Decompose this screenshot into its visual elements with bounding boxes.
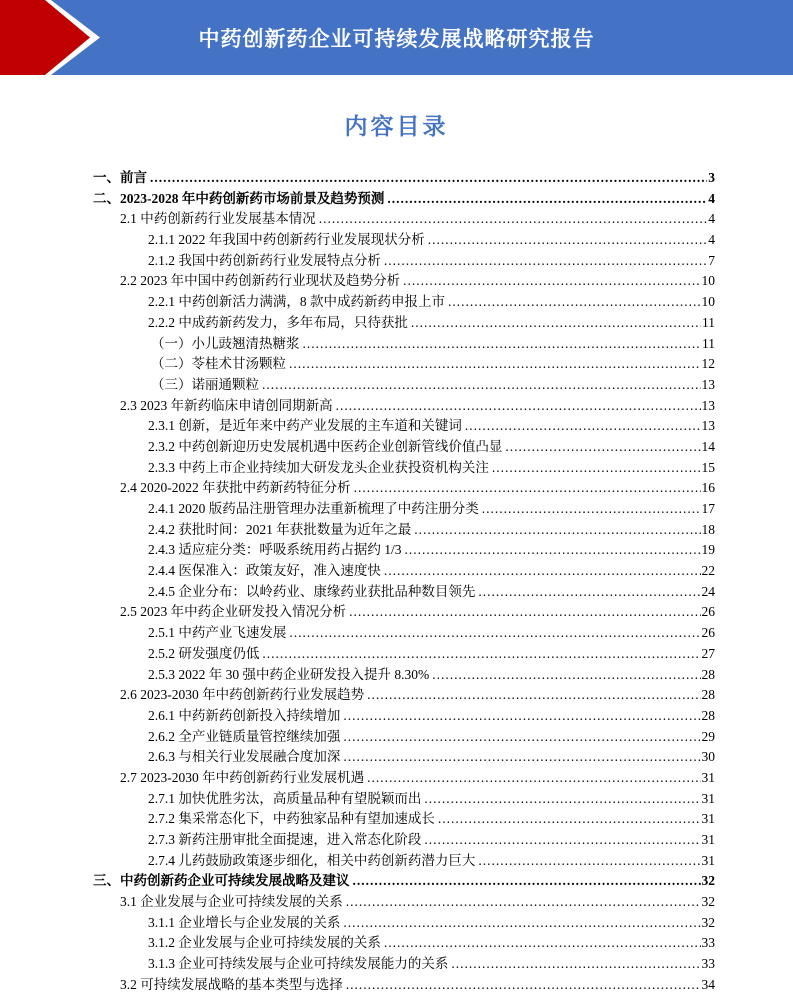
toc-entry[interactable] — [93, 499, 715, 520]
toc-leader-dots — [492, 458, 701, 479]
toc-page-number: 16 — [701, 480, 715, 496]
toc-page-number: 14 — [701, 438, 715, 454]
toc-page-number: 26 — [701, 604, 715, 620]
toc-page-number: 4 — [708, 211, 715, 227]
toc-leader-dots — [303, 334, 702, 355]
toc-entry[interactable] — [93, 313, 715, 334]
toc-entry[interactable] — [93, 375, 715, 396]
toc-entry-title: 2.3 2023 年新药临床申请创同期新高 — [120, 397, 333, 413]
toc-entry[interactable] — [93, 478, 715, 499]
toc-entry[interactable] — [93, 561, 715, 582]
toc-page-number: 4 — [708, 232, 715, 248]
toc-entry-title: 2.7.2 集采常态化下，中药独家品种有望加速成长 — [148, 811, 435, 827]
toc-page-number: 31 — [701, 790, 715, 806]
toc-entry-title: 2.6 2023-2030 年中药创新药行业发展趋势 — [120, 687, 365, 703]
toc-leader-dots — [387, 189, 707, 210]
toc-entry-title: 2.2 2023 年中国中药创新药行业现状及趋势分析 — [120, 273, 401, 289]
toc-leader-dots — [428, 230, 708, 251]
toc-entry[interactable] — [93, 706, 715, 727]
toc-page-number: 3 — [708, 170, 715, 185]
toc-leader-dots — [478, 582, 700, 603]
report-header — [0, 0, 793, 75]
toc-entry-title: 2.4.2 获批时间：2021 年获批数量为近年之最 — [148, 521, 412, 537]
toc-page-number: 11 — [702, 335, 715, 351]
toc-entry[interactable] — [93, 416, 715, 437]
toc-page-number: 10 — [701, 273, 715, 289]
toc-list — [93, 168, 715, 996]
toc-page-number: 28 — [701, 687, 715, 703]
toc-leader-dots — [262, 375, 701, 396]
toc-entry-title: 2.1.2 我国中药创新药行业发展特点分析 — [148, 252, 381, 268]
toc-page-number: 10 — [701, 294, 715, 310]
toc-leader-dots — [414, 520, 700, 541]
toc-page-number: 33 — [701, 956, 715, 972]
toc-leader-dots — [343, 747, 700, 768]
toc-page-number: 31 — [701, 811, 715, 827]
toc-entry-title: 2.3.3 中药上市企业持续加大研发龙头企业获投资机构关注 — [148, 459, 489, 475]
toc-leader-dots — [262, 644, 700, 665]
toc-leader-dots — [482, 499, 701, 520]
toc-entry-title: 2.7.1 加快优胜劣汰，高质量品种有望脱颖而出 — [148, 790, 422, 806]
toc-leader-dots — [448, 292, 701, 313]
toc-leader-dots — [367, 685, 700, 706]
toc-heading: 内容目录 — [344, 114, 449, 139]
toc-entry[interactable] — [93, 334, 715, 355]
toc-entry[interactable] — [93, 209, 715, 230]
toc-entry[interactable] — [93, 189, 715, 210]
toc-leader-dots — [478, 851, 700, 872]
toc-entry[interactable] — [93, 292, 715, 313]
toc-entry[interactable] — [93, 540, 715, 561]
toc-entry[interactable] — [93, 851, 715, 872]
toc-entry[interactable] — [93, 871, 715, 892]
toc-leader-dots — [405, 540, 701, 561]
toc-entry-title: 2.6.2 全产业链质量管控继续加强 — [148, 728, 341, 744]
toc-page-number: 15 — [701, 459, 715, 475]
toc-entry[interactable] — [93, 520, 715, 541]
toc-entry-title: 2.5.2 研发强度仍低 — [148, 645, 260, 661]
toc-entry-title: 2.4.1 2020 版药品注册管理办法重新梳理了中药注册分类 — [148, 501, 479, 516]
toc-entry[interactable] — [93, 830, 715, 851]
toc-page-number: 30 — [701, 749, 715, 765]
toc-page-number: 13 — [701, 376, 715, 392]
toc-page-number: 22 — [701, 563, 715, 579]
toc-entry[interactable] — [93, 913, 715, 934]
report-title: 中药创新药企业可持续发展战略研究报告 — [198, 27, 595, 51]
toc-leader-dots — [336, 396, 701, 417]
toc-entry-title: 3.2 可持续发展战略的基本类型与选择 — [120, 976, 343, 992]
toc-page-number: 32 — [701, 914, 715, 930]
toc-leader-dots — [346, 975, 701, 996]
toc-entry[interactable] — [93, 168, 715, 189]
toc-leader-dots — [438, 809, 701, 830]
toc-entry-title: 3.1 企业发展与企业可持续发展的关系 — [120, 894, 343, 910]
toc-entry-title: 2.5 2023 年中药企业研发投入情况分析 — [120, 604, 347, 620]
toc-entry-title: 三、中药创新药企业可持续发展战略及建议 — [93, 873, 350, 889]
toc-entry-title: 一、前言 — [93, 170, 147, 185]
toc-leader-dots — [343, 727, 700, 748]
toc-leader-dots — [289, 623, 700, 644]
toc-page-number: 32 — [701, 873, 715, 889]
toc-entry[interactable] — [93, 685, 715, 706]
toc-entry[interactable] — [93, 768, 715, 789]
toc-leader-dots — [346, 892, 701, 913]
toc-entry-title: 2.1 中药创新药行业发展基本情况 — [120, 211, 316, 227]
toc-entry-title: 3.1.3 企业可持续发展与企业可持续发展能力的关系 — [148, 956, 449, 972]
toc-entry[interactable] — [93, 458, 715, 479]
toc-entry[interactable] — [93, 437, 715, 458]
toc-page-number: 11 — [702, 314, 715, 330]
toc-leader-dots — [465, 416, 701, 437]
toc-leader-dots — [384, 561, 701, 582]
toc-entry[interactable] — [93, 892, 715, 913]
toc-page-number: 32 — [701, 894, 715, 910]
toc-entry-title: 2.6.1 中药新药创新投入持续增加 — [148, 707, 341, 723]
toc-page-number: 4 — [708, 190, 715, 206]
toc-entry[interactable] — [93, 747, 715, 768]
toc-entry-title: 2.7.4 儿药鼓励政策逐步细化，相关中药创新药潜力巨大 — [148, 852, 476, 868]
toc-page-number: 31 — [701, 832, 715, 847]
toc-entry-title: 2.7.3 新药注册审批全面提速，进入常态化阶段 — [148, 832, 422, 847]
toc-entry[interactable] — [93, 271, 715, 292]
toc-page-number: 13 — [701, 418, 715, 434]
toc-entry[interactable] — [93, 623, 715, 644]
toc-entry[interactable] — [93, 665, 715, 686]
toc-page-number: 28 — [701, 707, 715, 723]
toc-page-number: 12 — [701, 356, 715, 372]
toc-leader-dots — [403, 271, 700, 292]
toc-entry[interactable] — [93, 644, 715, 665]
toc-leader-dots — [424, 830, 700, 851]
toc-leader-dots — [343, 706, 700, 727]
toc-leader-dots — [343, 913, 700, 934]
toc-leader-dots — [384, 251, 707, 272]
toc-entry[interactable] — [93, 396, 715, 417]
toc-entry-title: 2.2.2 中成药新药发力，多年布局，只待获批 — [148, 314, 408, 330]
toc-page-number: 34 — [701, 976, 715, 992]
toc-entry-title: 二、2023-2028 年中药创新药市场前景及趋势预测 — [93, 190, 385, 206]
toc-entry-title: 2.4 2020-2022 年获批中药新药特征分析 — [120, 480, 351, 496]
toc-entry[interactable] — [93, 251, 715, 272]
toc-entry-title: 2.5.3 2022 年 30 强中药企业研发投入提升 8.30% — [148, 666, 430, 682]
toc-leader-dots — [451, 954, 700, 975]
toc-leader-dots — [349, 602, 700, 623]
toc-entry-title: 2.4.3 适应症分类：呼吸系统用药占据约 1/3 — [148, 542, 402, 558]
toc-leader-dots — [411, 313, 701, 334]
toc-leader-dots — [150, 168, 707, 189]
toc-page-number: 24 — [701, 583, 715, 599]
toc-entry[interactable] — [93, 354, 715, 375]
toc-entry-title: 3.1.1 企业增长与企业发展的关系 — [148, 914, 341, 930]
toc-page-number: 31 — [701, 852, 715, 868]
toc-entry[interactable] — [93, 954, 715, 975]
toc-leader-dots — [384, 933, 701, 954]
toc-leader-dots — [424, 789, 700, 810]
toc-page-number: 33 — [701, 935, 715, 951]
toc-entry-title: 2.4.4 医保准入：政策友好，准入速度快 — [148, 563, 381, 579]
toc-page-number: 31 — [701, 769, 715, 785]
toc-entry-title: 3.1.2 企业发展与企业可持续发展的关系 — [148, 935, 381, 951]
toc-leader-dots — [353, 871, 701, 892]
toc-entry[interactable] — [93, 975, 715, 996]
toc-page-number: 18 — [701, 521, 715, 537]
toc-leader-dots — [367, 768, 700, 789]
toc-entry[interactable] — [93, 230, 715, 251]
toc-entry-title: 2.2.1 中药创新活力满满，8 款中成药新药申报上市 — [148, 294, 445, 310]
toc-entry[interactable] — [93, 582, 715, 603]
toc-leader-dots — [505, 437, 700, 458]
toc-leader-dots — [319, 209, 708, 230]
toc-entry-title: （一）小儿豉翘清热糖浆 — [151, 335, 300, 351]
toc-page-number: 13 — [701, 397, 715, 413]
toc-entry[interactable] — [93, 789, 715, 810]
toc-entry-title: 2.7 2023-2030 年中药创新药行业发展机遇 — [120, 769, 365, 785]
toc-entry-title: 2.3.1 创新，是近年来中药产业发展的主车道和关键词 — [148, 418, 462, 434]
toc-page-number: 26 — [701, 625, 715, 641]
toc-entry-title: 2.6.3 与相关行业发展融合度加深 — [148, 749, 341, 765]
toc-leader-dots — [354, 478, 701, 499]
toc-page-number: 19 — [701, 542, 715, 558]
toc-entry-title: 2.1.1 2022 年我国中药创新药行业发展现状分析 — [148, 232, 425, 248]
toc-leader-dots — [432, 665, 700, 686]
toc-entry[interactable] — [93, 727, 715, 748]
toc-entry-title: （三）诺丽通颗粒 — [151, 376, 259, 392]
toc-entry[interactable] — [93, 602, 715, 623]
toc-entry-title: 2.5.1 中药产业飞速发展 — [148, 625, 287, 641]
red-arrow-icon — [0, 0, 110, 75]
toc-page-number: 17 — [701, 501, 715, 516]
toc-page-number: 7 — [708, 252, 715, 268]
toc-page-number: 29 — [701, 728, 715, 744]
toc-entry-title: （二）苓桂术甘汤颗粒 — [151, 356, 286, 372]
toc-entry-title: 2.4.5 企业分布：以岭药业、康缘药业获批品种数目领先 — [148, 583, 476, 599]
toc-page-number: 27 — [701, 645, 715, 661]
toc-entry-title: 2.3.2 中药创新迎历史发展机遇中医药企业创新管线价值凸显 — [148, 438, 503, 454]
toc-entry[interactable] — [93, 809, 715, 830]
toc-leader-dots — [289, 354, 701, 375]
toc-page-number: 28 — [701, 666, 715, 682]
toc-entry[interactable] — [93, 933, 715, 954]
